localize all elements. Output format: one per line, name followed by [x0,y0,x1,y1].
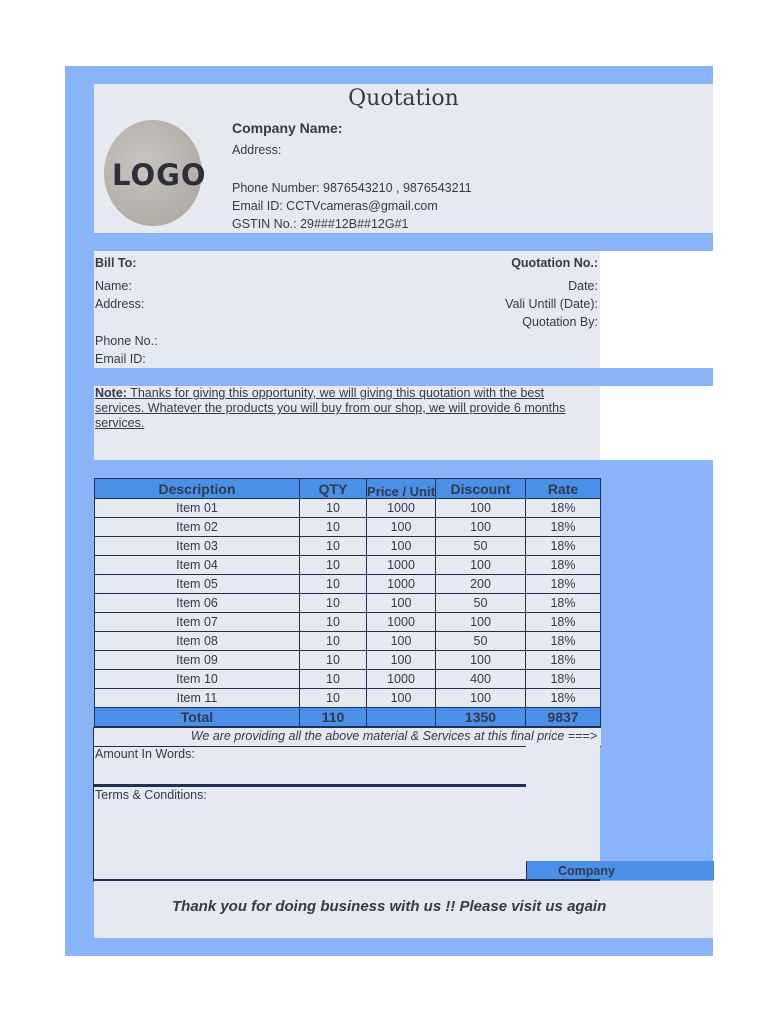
item-qty: 10 [300,689,367,708]
item-qty: 10 [300,651,367,670]
thanks-message: Thank you for doing business with us !! Please visit us again [172,898,607,915]
company-name-label: Company Name: [232,120,343,136]
table-row [95,518,601,537]
item-description: Item 04 [95,556,300,575]
item-description: Item 11 [95,689,300,708]
item-qty: 10 [300,518,367,537]
note-line-3: services. [95,416,145,430]
item-price: 1000 [367,613,436,632]
item-description: Item 01 [95,499,300,518]
blank-area [600,251,713,368]
table-row [95,556,601,575]
item-description: Item 10 [95,670,300,689]
item-rate: 18% [526,689,601,708]
item-discount: 100 [436,518,526,537]
terms-label: Terms & Conditions: [95,788,207,802]
final-price-text: We are providing all the above material & Services at this final price ===> [190,729,597,743]
item-price: 100 [367,518,436,537]
item-rate: 18% [526,594,601,613]
header-description: Description [95,479,300,499]
bill-to-label: Bill To: [95,256,137,270]
document-title: Quotation [348,86,459,111]
table-row [95,499,601,518]
item-rate: 18% [526,651,601,670]
bill-name-label: Name: [95,279,132,293]
header-price-unit: Price / Unit [367,479,436,499]
item-qty: 10 [300,499,367,518]
table-row [95,537,601,556]
item-qty: 10 [300,575,367,594]
item-discount: 100 [436,689,526,708]
item-rate: 18% [526,632,601,651]
total-label: Total [95,708,300,727]
item-qty: 10 [300,537,367,556]
item-qty: 10 [300,670,367,689]
amount-in-words-box [93,746,527,785]
table-row [95,689,601,708]
item-discount: 50 [436,632,526,651]
item-discount: 50 [436,594,526,613]
item-discount: 400 [436,670,526,689]
item-price: 100 [367,594,436,613]
item-rate: 18% [526,613,601,632]
note-label: Note: [95,386,127,400]
company-phone: Phone Number: 9876543210 , 9876543211 [232,181,472,195]
header-discount: Discount [436,479,526,499]
company-sign-bar [526,861,714,880]
note-line-2: services. Whatever the products you will buy from our shop, we will provide 6 months [95,401,566,415]
blank-area [600,386,713,460]
table-row [95,594,601,613]
item-discount: 100 [436,613,526,632]
company-address-label: Address: [232,143,282,157]
total-discount: 1350 [436,708,526,727]
amount-in-words-label: Amount In Words: [95,747,195,761]
item-rate: 18% [526,670,601,689]
valid-until-label: Vali Untill (Date): [505,297,598,311]
item-price: 1000 [367,670,436,689]
item-qty: 10 [300,613,367,632]
item-description: Item 08 [95,632,300,651]
company-gstin: GSTIN No.: 29###12B##12G#1 [232,217,409,231]
header-rate: Rate [526,479,601,499]
item-description: Item 05 [95,575,300,594]
item-discount: 50 [436,537,526,556]
table-row [95,613,601,632]
bill-email-label: Email ID: [95,352,146,366]
date-label: Date: [568,279,598,293]
table-row [95,632,601,651]
item-qty: 10 [300,632,367,651]
item-rate: 18% [526,518,601,537]
item-price: 1000 [367,499,436,518]
company-email: Email ID: CCTVcameras@gmail.com [232,199,438,213]
item-price: 100 [367,651,436,670]
item-description: Item 07 [95,613,300,632]
total-qty: 110 [300,708,367,727]
item-rate: 18% [526,556,601,575]
item-rate: 18% [526,575,601,594]
table-row [95,670,601,689]
terms-box [93,785,527,882]
item-description: Item 03 [95,537,300,556]
item-qty: 10 [300,594,367,613]
item-discount: 100 [436,499,526,518]
item-price: 100 [367,632,436,651]
item-description: Item 06 [95,594,300,613]
company-sign-label: Company [558,864,615,878]
note-line-1: Thanks for giving this opportunity, we will giving this quotation with the best [126,386,545,400]
item-price: 1000 [367,556,436,575]
total-rate: 9837 [526,708,601,727]
item-discount: 100 [436,556,526,575]
bill-address-label: Address: [95,297,145,311]
item-rate: 18% [526,499,601,518]
table-row [95,651,601,670]
items-table-container [94,478,600,727]
item-discount: 200 [436,575,526,594]
quotation-by-label: Quotation By: [522,315,598,329]
item-price: 100 [367,689,436,708]
item-price: 1000 [367,575,436,594]
signature-box [526,746,600,861]
bill-phone-label: Phone No.: [95,334,158,348]
item-description: Item 02 [95,518,300,537]
quotation-no-label: Quotation No.: [511,256,598,270]
table-row [95,575,601,594]
logo-text: LOGO [112,158,207,192]
header-qty: QTY [300,479,367,499]
item-description: Item 09 [95,651,300,670]
table-header-row [95,479,601,499]
note-text [95,386,600,431]
item-price: 100 [367,537,436,556]
item-qty: 10 [300,556,367,575]
items-table [94,478,601,727]
item-rate: 18% [526,537,601,556]
total-price [367,708,436,727]
item-discount: 100 [436,651,526,670]
total-row [95,708,601,727]
